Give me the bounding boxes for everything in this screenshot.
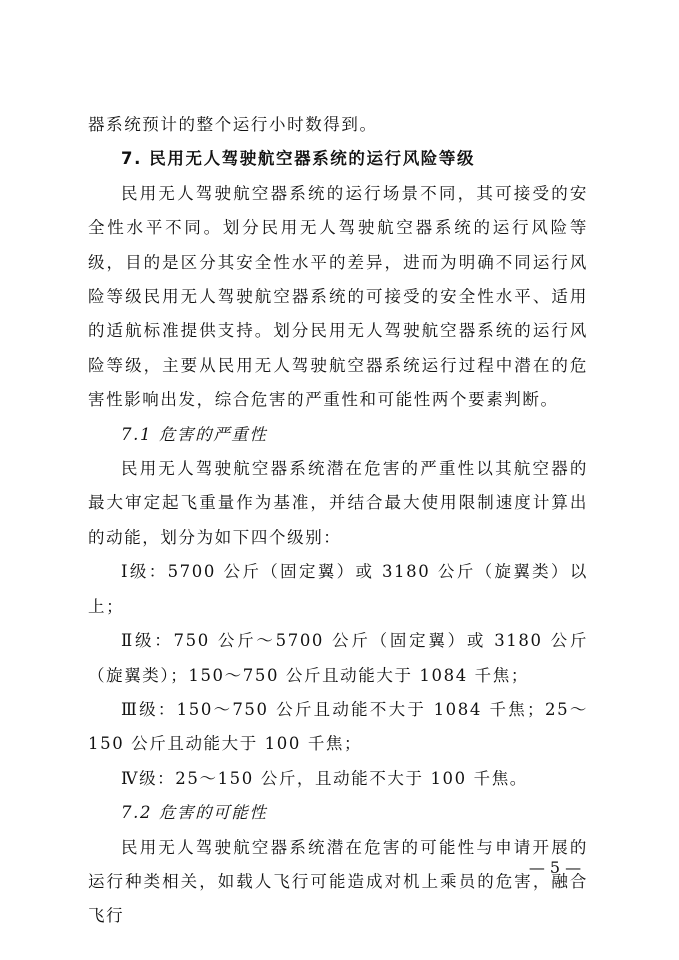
severity-level-3: Ⅲ级：150～750 公斤且动能不大于 1084 千焦；25～150 公斤且动能大于 100 千焦； xyxy=(88,699,588,754)
section-heading-7: 7. 民用无人驾驶航空器系统的运行风险等级 xyxy=(121,149,476,169)
paragraph-continuation: 器系统预计的整个运行小时数得到。 xyxy=(88,115,378,134)
severity-level-4: Ⅳ级：25～150 公斤，且动能不大于 100 千焦。 xyxy=(121,768,528,788)
page-number: — 5 — xyxy=(528,858,582,877)
paragraph-risk-level-intro: 民用无人驾驶航空器系统的运行场景不同，其可接受的安全性水平不同。划分民用无人驾驶航空器系统的运行风险等级，目的是区分其安全性水平的差异，进而为明确不同运行风险等级民用无人驾驶航空器系统的可接受的安全性水平、适用的适航标准提供支持。划分民用无人驾驶航空器系统的运行风险等级，主要从民用无人驾驶航空器系统运行过程中潜在的危害性影响出发，综合危害的严重性和可能性两个要素判断。 xyxy=(88,183,588,410)
paragraph-possibility-intro: 民用无人驾驶航空器系统潜在危害的可能性与申请开展的运行种类相关，如载人飞行可能造成对机上乘员的危害，融合飞行 xyxy=(88,837,588,926)
document-body xyxy=(88,108,588,934)
subsection-heading-7-2: 7.2 危害的可能性 xyxy=(121,803,268,823)
severity-level-2: Ⅱ级：750 公斤～5700 公斤（固定翼）或 3180 公斤（旋翼类）；150～750 公斤且动能大于 1084 千焦； xyxy=(88,631,588,685)
severity-level-1: Ⅰ级：5700 公斤（固定翼）或 3180 公斤（旋翼类）以上； xyxy=(88,562,588,616)
subsection-heading-7-1: 7.1 危害的严重性 xyxy=(121,424,268,444)
paragraph-severity-intro: 民用无人驾驶航空器系统潜在危害的严重性以其航空器的最大审定起飞重量作为基准，并结合最大使用限制速度计算出的动能，划分为如下四个级别： xyxy=(88,459,588,547)
